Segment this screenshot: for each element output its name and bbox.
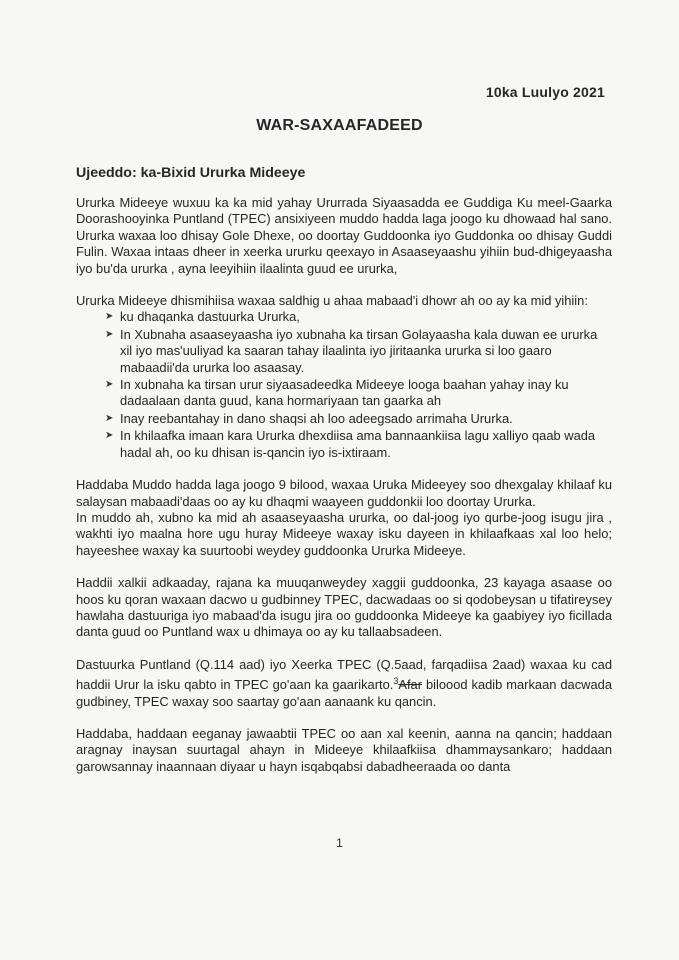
handwritten-correction: 3 (393, 676, 399, 687)
document-body (76, 195, 612, 791)
list-item-text: Inay reebantahay in dano shaqsi ah loo adeegsado arrimaha Ururka. (120, 410, 513, 426)
principles-list (76, 309, 612, 461)
list-item (106, 309, 612, 325)
list-item (106, 428, 612, 461)
list-item-text: In Xubnaha asaaseyaasha iyo xubnaha ka tirsan Golayaasha kala duwan ee ururka xil iyo mas'uuliyad ka saaran tahay ilaalinta iyo jiritaanka ururka si loo gaaro mabaadii'da ururka loo asaasay. (120, 326, 598, 375)
list-item (106, 327, 612, 376)
list-item-text: In xubnaha ka tirsan urur siyaasadeedka Mideeye looga baahan yahay inay ku dadaalaan danta guud, kana hormariyaan tan gaarka ah (120, 377, 569, 409)
list-item-text: In khilaafka imaan kara Ururka dhexdiisa ama bannaankiisa lagu xalliyo qaab wada hadal ah, oo ku dhisan is-qancin iyo is-ixtiraam. (120, 428, 596, 460)
struck-word: Afar (398, 677, 422, 693)
legal-basis-text-continued: biloood kadib markaan dacwada gudbiney, TPEC waxay soo saartay go'aan aanaank ku qancin. (76, 677, 612, 709)
legal-basis-text: Dastuurka Puntland (Q.114 aad) iyo Xeerka TPEC (Q.5aad, farqadiisa 2aad) waxaa ku cad haddii Urur la isku qabto in TPEC go'aan ka gaarikarto. (76, 656, 612, 693)
document-title: WAR-SAXAAFADEED (256, 117, 423, 134)
page-number: 1 (336, 836, 343, 850)
paragraph-principles-intro: Ururka Mideeye dhismihiisa waxaa saldhig u ahaa mabaad'i dhowr ah oo ay ka mid yihiin: (76, 293, 588, 309)
arrowhead-bullet-icon: ➤ (105, 328, 114, 340)
arrowhead-bullet-icon: ➤ (105, 311, 114, 323)
paragraph-legal-basis (76, 657, 612, 710)
paragraph-intro: Ururka Mideeye wuxuu ka ka mid yahay Ururrada Siyaasadda ee Guddiga Ku meel-Gaarka Doorashooyinka Puntland (TPEC) ansixiyeen muddo hadda laga joogo ku dhowaad hal sano. Ururka waxaa loo dhisay Gole Dhexe, oo doortay Guddoonka iyo Guddonka oo dhisay Guddi Fulin. Waxaa intaas dheer in xeerka ururku qeexayo in Asaaseyaashu yihiin bud-dhigeyaasha iyo bu'da ururka , ayna leeyihiin ilaalinta guud ee ururka, (76, 195, 612, 276)
list-item-text: ku dhaqanka dastuurka Ururka, (120, 309, 300, 325)
document-date: 10ka Luulyo 2021 (485, 84, 605, 100)
paragraph-conclusion: Haddaba, haddaan eeganay jawaabtii TPEC oo aan xal keenin, aanna na qancin; haddaan aragnay inaysan suurtagal ahayn in Mideeye khilaafkiisa dhammaysankaro; haddaan garowsannay inaannaan diyaar u hayn isqabqabsi dabadheeraada oo danta (76, 725, 612, 774)
paragraph-founders-effort: In muddo ah, xubno ka mid ah asaaseyaasha ururka, oo dal-joog iyo qurbe-joog isugu jira , wakhti iyo maalna hore ugu huray Mideeye waxay isku dayeen in khilaafkaas xal loo helo; hayeeshee waxay ka suurtoobi weydey guddoonka Ururka Mideeye. (76, 509, 612, 558)
document-subject: Ujeeddo: ka-Bixid Ururka Mideeye (76, 165, 306, 181)
arrowhead-bullet-icon: ➤ (105, 379, 114, 391)
arrowhead-bullet-icon: ➤ (105, 412, 114, 424)
paragraph-complaint: Haddii xalkii adkaaday, rajana ka muuqanweydey xaggii guddoonka, 23 kayaga asaase oo hoos ku qoran waxaan dacwo u gudbinney TPEC, dacwadaas oo si qodobeysan u tifatireysey hawlaha dastuuriga iyo mabaad'da isugu jira oo guddoonka Mideeye ka gaabiyey iyo ficillada danta guud oo Puntland wax u dhimaya oo ay ku tallaabsadeen. (76, 575, 612, 640)
paragraph-dispute: Haddaba Muddo hadda laga joogo 9 bilood, waxaa Uruka Mideeyey soo dhexgalay khilaaf ku salaysan mabaadi'daas oo ay ku dhaqmi waayeen guddonkii loo doortay Ururka. (76, 477, 612, 509)
arrowhead-bullet-icon: ➤ (105, 430, 114, 442)
list-item (106, 377, 612, 410)
list-item (106, 411, 612, 427)
